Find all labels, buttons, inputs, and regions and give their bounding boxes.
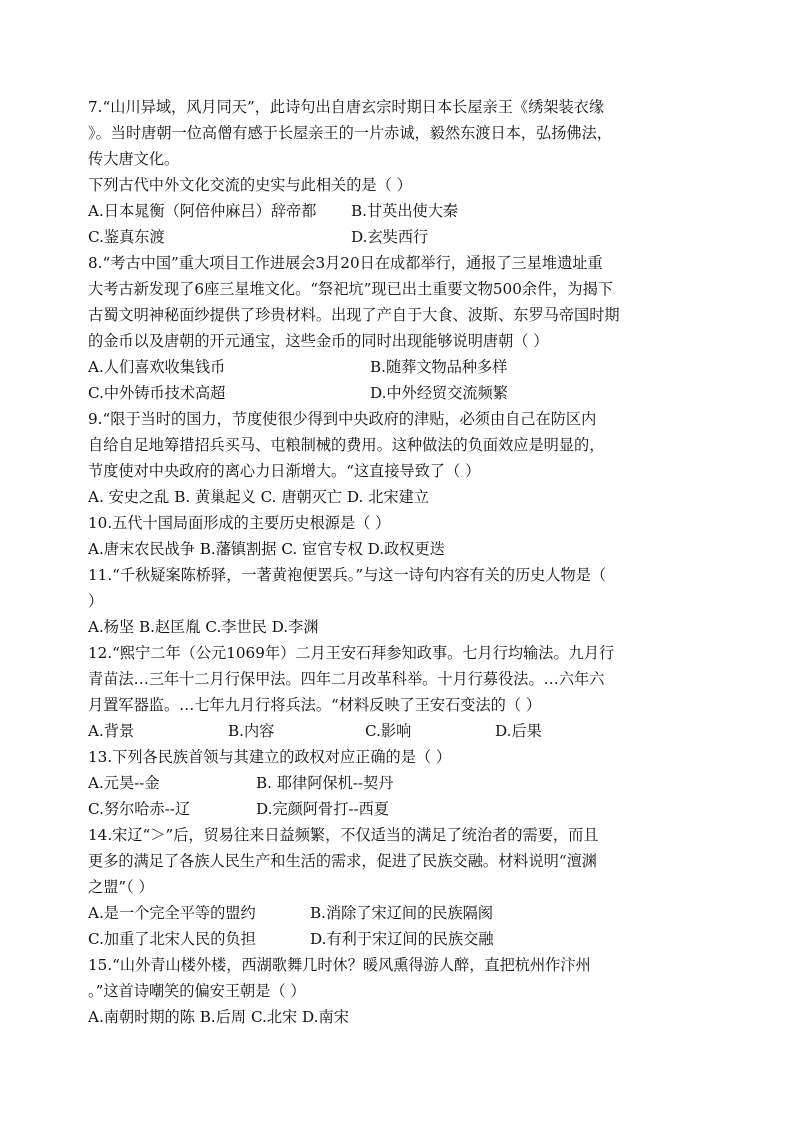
option-row — [88, 720, 688, 742]
option-d: D.有利于宋辽间的民族交融 — [310, 930, 494, 948]
question-text-line: 9.“限于当时的国力，节度使很少得到中央政府的津贴，必须由自己在防区内 — [88, 410, 597, 428]
option-row — [88, 226, 688, 248]
option-a: A.人们喜欢收集钱币 — [88, 358, 226, 376]
option-row — [88, 798, 688, 820]
option-row: A.杨坚 B.赵匡胤 C.李世民 D.李渊 — [88, 618, 319, 636]
question-text-line: 节度使对中央政府的离心力日渐增大。“这直接导致了（ ） — [88, 462, 481, 480]
question-text-line: 之盟”（ ） — [88, 878, 154, 896]
question-text-line: 14.宋辽“＞”后，贸易往来日益频繁，不仅适当的满足了统治者的需要，而且 — [88, 826, 599, 844]
question-text-line: 更多的满足了各族人民生产和生活的需求，促进了民族交融。材料说明“澶渊 — [88, 852, 597, 870]
question-text-line: 》。当时唐朝一位高僧有感于长屋亲王的一片赤诚，毅然东渡日本，弘扬佛法， — [88, 124, 612, 142]
question-text-line: 青苗法…三年十二月行保甲法。四年二月改革科举。十月行募役法。…六年六 — [88, 670, 605, 688]
option-c: C.努尔哈赤--辽 — [88, 800, 191, 818]
option-b: B. 耶律阿保机--契丹 — [256, 774, 394, 792]
option-row — [88, 356, 688, 378]
option-d: D.中外经贸交流频繁 — [370, 384, 508, 402]
question-text-line: 15.“山外青山楼外楼，西湖歌舞几时休？暖风熏得游人醉，直把杭州作汴州 — [88, 956, 591, 974]
question-text-line: 8.“考古中国”重大项目工作进展会3月20日在成都举行，通报了三星堆遗址重 — [88, 254, 603, 272]
question-text-line: 自给自足地筹措招兵买马、屯粮制械的费用。这种做法的负面效应是明显的， — [88, 436, 605, 454]
option-d: D.玄奘西行 — [351, 228, 429, 246]
option-a: A.日本晁衡（阿倍仲麻吕）辞帝都 — [88, 202, 317, 220]
question-text-line: ） — [88, 592, 104, 610]
question-text-line: 古蜀文明神秘面纱提供了珍贵材料。出现了产自于大食、波斯、东罗马帝国时期 — [88, 306, 620, 324]
option-row — [88, 902, 688, 924]
question-text-line: 大考古新发现了6座三星堆文化。“祭祀坑”现已出土重要文物500余件，为揭下 — [88, 280, 613, 298]
option-row: A.南朝时期的陈 B.后周 C.北宋 D.南宋 — [88, 1008, 349, 1026]
option-c: C.中外铸币技术高超 — [88, 384, 226, 402]
question-text-line: 的金币以及唐朝的开元通宝，这些金币的同时出现能够说明唐朝（ ） — [88, 332, 549, 350]
option-row — [88, 382, 688, 404]
question-text-line: 传大唐文化。 — [88, 150, 180, 168]
question-text-line: 13.下列各民族首领与其建立的政权对应正确的是（ ） — [88, 748, 452, 766]
option-d: D.后果 — [495, 722, 542, 740]
option-b: B.随葬文物品种多样 — [370, 358, 508, 376]
option-d: D.完颜阿骨打--西夏 — [256, 800, 390, 818]
option-a: A.元昊--金 — [88, 774, 160, 792]
question-text-line: 月置军器监。…七年九月行将兵法。“材料反映了王安石变法的（ ） — [88, 696, 542, 714]
option-row — [88, 928, 688, 950]
option-a: A.背景 — [88, 722, 135, 740]
option-c: C.影响 — [365, 722, 412, 740]
option-b: B.内容 — [228, 722, 275, 740]
option-c: C.鉴真东渡 — [88, 228, 165, 246]
question-text-line: 。”这首诗嘲笑的偏安王朝是（ ） — [88, 982, 306, 1000]
option-b: B.甘英出使大秦 — [351, 202, 459, 220]
option-row — [88, 200, 688, 222]
option-row — [88, 772, 688, 794]
question-text-line: 7.“山川异域，风月同天”，此诗句出自唐玄宗时期日本长屋亲王《绣架装衣缘 — [88, 98, 605, 116]
option-row: A. 安史之乱 B. 黄巢起义 C. 唐朝灭亡 D. 北宋建立 — [88, 488, 429, 506]
question-text-line: 11.“千秋疑案陈桥驿，一著黄袍便罢兵。”与这一诗句内容有关的历史人物是（ — [88, 566, 607, 584]
option-a: A.是一个完全平等的盟约 — [88, 904, 256, 922]
question-text-line: 下列古代中外文化交流的史实与此相关的是（ ） — [88, 176, 412, 194]
option-row: A.唐末农民战争 B.藩镇割据 C. 宦官专权 D.政权更迭 — [88, 540, 445, 558]
option-c: C.加重了北宋人民的负担 — [88, 930, 256, 948]
question-text-line: 10.五代十国局面形成的主要历史根源是（ ） — [88, 514, 391, 532]
option-b: B.消除了宋辽间的民族隔阂 — [310, 904, 494, 922]
question-text-line: 12.“熙宁二年（公元1069年）二月王安石拜参知政事。七月行均输法。九月行 — [88, 644, 615, 662]
